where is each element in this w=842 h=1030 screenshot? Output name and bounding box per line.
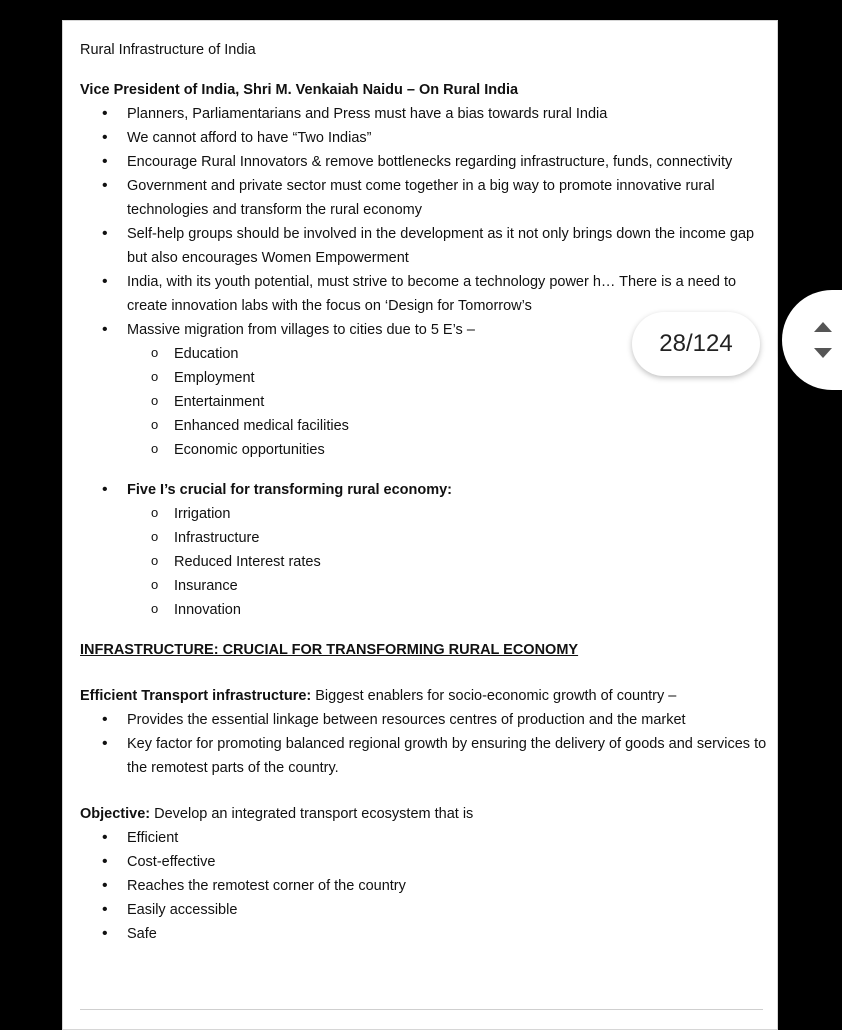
page-number-indicator: 28/124 [632, 312, 760, 376]
transport-bullet-list [80, 708, 767, 780]
list-item: • Government and private sector must come together in a big way to promote innovative rural technologies and transform the rural economy [80, 174, 767, 222]
list-item: • Planners, Parliamentarians and Press must have a bias towards rural India [80, 102, 767, 126]
sub-list-item: o Entertainment [127, 390, 767, 414]
document-title: Rural Infrastructure of India [80, 42, 256, 58]
sub-list-item: o Enhanced medical facilities [127, 414, 767, 438]
transport-paragraph [80, 684, 767, 708]
sub-list-item: o Infrastructure [127, 526, 767, 550]
list-item: • Cost-effective [80, 850, 767, 874]
five-is-bullet-list [80, 478, 767, 622]
sub-list-item: o Insurance [127, 574, 767, 598]
list-item: • Provides the essential linkage between resources centres of production and the market [80, 708, 767, 732]
list-item-five-is [80, 478, 767, 622]
page-bottom-rule [80, 1009, 763, 1010]
five-is-heading: Five I’s crucial for transforming rural economy: [127, 482, 452, 498]
fast-scroll-handle[interactable] [782, 290, 842, 390]
sub-list-item: o Economic opportunities [127, 438, 767, 462]
sub-list-item: o Reduced Interest rates [127, 550, 767, 574]
list-item: • Reaches the remotest corner of the country [80, 874, 767, 898]
scroll-up-arrow-icon [814, 322, 832, 332]
vp-bullet-list [80, 102, 767, 462]
objective-paragraph [80, 802, 767, 826]
list-item: • Encourage Rural Innovators & remove bottlenecks regarding infrastructure, funds, connectivity [80, 150, 767, 174]
sub-list-item: o Innovation [127, 598, 767, 622]
objective-bullet-list [80, 826, 767, 946]
list-item: • Easily accessible [80, 898, 767, 922]
transport-label: Efficient Transport infrastructure: [80, 688, 312, 704]
transport-text: Biggest enablers for socio-economic growth of country – [311, 688, 677, 704]
list-item: • Self-help groups should be involved in the development as it not only brings down the income gap but also encourages Women Empowerment [80, 222, 767, 270]
scroll-down-arrow-icon [814, 348, 832, 358]
sub-list-item: o Education [127, 342, 767, 366]
section-heading-vice-president: Vice President of India, Shri M. Venkaiah Naidu – On Rural India [80, 82, 519, 98]
list-item: • Safe [80, 922, 767, 946]
objective-text: Develop an integrated transport ecosystem that is [150, 806, 474, 822]
sub-list-item: o Irrigation [127, 502, 767, 526]
document-content [80, 38, 767, 946]
document-page [62, 20, 778, 1030]
objective-label: Objective: [80, 806, 151, 822]
list-item: • India, with its youth potential, must strive to become a technology power h… There is a need to create innovation labs with the focus on ‘Design for Tomorrow’s [80, 270, 767, 318]
five-is-list [127, 502, 767, 622]
list-item: • Efficient [80, 826, 767, 850]
sub-list-item: o Employment [127, 366, 767, 390]
list-item: • We cannot afford to have “Two Indias” [80, 126, 767, 150]
section-heading-infrastructure: INFRASTRUCTURE: CRUCIAL FOR TRANSFORMING RURAL ECONOMY [80, 642, 579, 658]
migration-text: Massive migration from villages to cities due to 5 E’s – [127, 322, 475, 338]
list-item: • Key factor for promoting balanced regional growth by ensuring the delivery of goods and services to the remotest parts of the country. [80, 732, 767, 780]
